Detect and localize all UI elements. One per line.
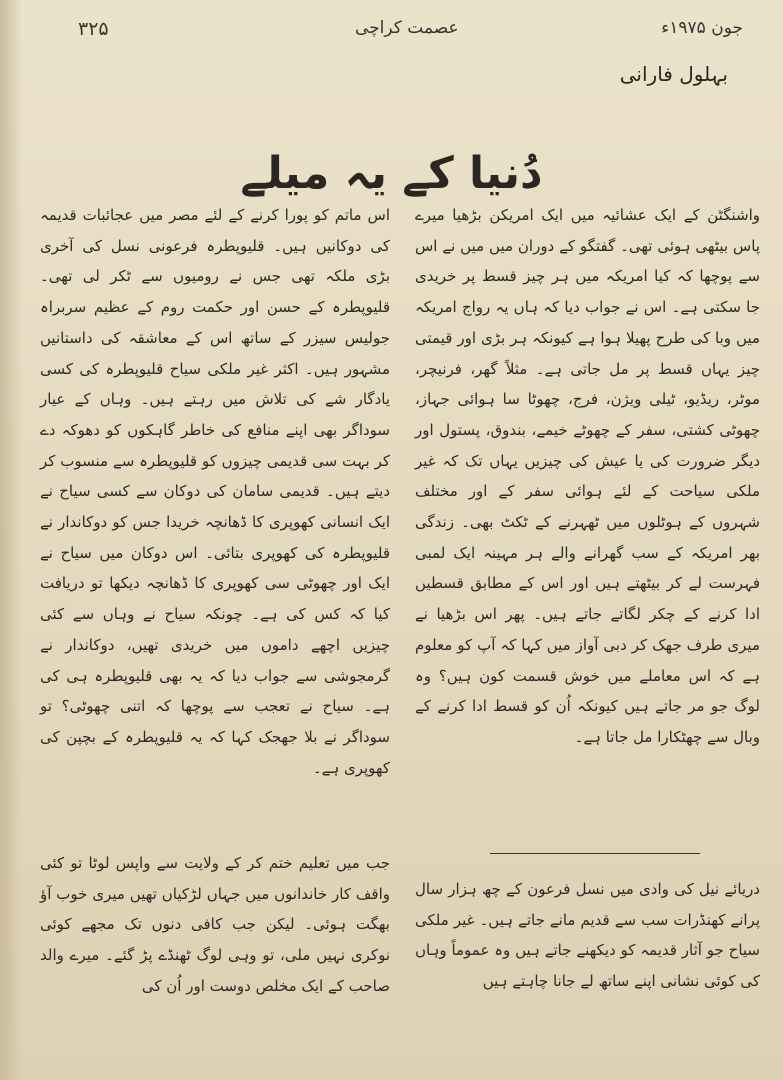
column-right-bottom bbox=[415, 874, 760, 997]
issue-date: جون ۱۹۷۵ء bbox=[661, 18, 743, 38]
column-left-bottom bbox=[40, 848, 390, 1002]
section-divider-right bbox=[490, 853, 700, 854]
magazine-name: عصمت کراچی bbox=[355, 18, 459, 38]
column-left-top bbox=[40, 200, 390, 783]
paragraph-nile-valley: دریائے نیل کی وادی میں نسل فرعون کے چھ ہزار سال پرانے کھنڈرات سب سے قدیم مانے جاتے ہیں۔ غیر ملکی سیاح جو آثار قدیمہ کو دیکھنے جاتے ہیں وہ عموماً وہاں کی کوئی نشانی اپنے ساتھ لے جانا چاہتے ہیں bbox=[415, 880, 760, 991]
page-number: ۳۲۵ bbox=[78, 18, 109, 40]
author-name: بہلول فارانی bbox=[619, 62, 728, 86]
paragraph-cleopatra: اس ماتم کو پورا کرنے کے لئے مصر میں عجائبات قدیمہ کی دوکانیں ہیں۔ قلیوپطرہ فرعونی نسل کی آخری بڑی ملکہ تھی جس نے رومیوں سے ٹکر لی تھی۔ قلیوپطرہ کے حسن اور حکمت روم کے عظیم سربراہ جولیس سیزر کے ساتھ اس کے معاشقہ کی داستانیں مشہور ہیں۔ اکثر غیر ملکی سیاح قلیوپطرہ کی کسی یادگار شے کی تلاش میں رہتے ہیں۔ وہاں کے عیار سوداگر بھی اپنے منافع کی خاطر گاہکوں کو دھوکہ دے کر بہت سی قدیمی چیزوں کو قلیوپطرہ سے منسوب کر دیتے ہیں۔ قدیمی سامان کی دوکان سے کسی سیاح نے ایک انسانی کھوپری کا ڈھانچہ خریدا جس کو دوکاندار نے قلیوپطرہ کی کھوپری بتائی۔ اس دوکان میں سیاح نے ایک اور چھوٹی سی کھوپری کا ڈھانچہ دیکھا تو دریافت کیا کہ کس کی ہے۔ چونکہ سیاح نے وہاں سے کئی چیزیں اچھے داموں میں خریدی تھیں، دوکاندار نے گرمجوشی سے جواب دیا کہ یہ بھی قلیوپطرہ ہی کی ہے۔ سیاح نے تعجب سے پوچھا کہ اتنی چھوٹی؟ تو سوداگر نے بلا جھجک کہا کہ یہ قلیوپطرہ کے بچپن کی کھوپری ہے۔ bbox=[40, 206, 390, 777]
article-title: دُنیا کے یہ میلے bbox=[240, 148, 543, 199]
column-right-top bbox=[415, 200, 760, 753]
paragraph-installments: واشنگٹن کے ایک عشائیہ میں ایک امریکن بڑھیا میرے پاس بیٹھی ہوئی تھی۔ گفتگو کے دوران میں میں نے اس سے پوچھا کہ کیا امریکہ میں ہر چیز قسط پر خریدی جا سکتی ہے۔ اس نے جواب دیا کہ ہاں یہ رواج امریکہ میں وبا کی طرح پھیلا ہوا ہے کیونکہ ہر بڑی اور قیمتی چیز یہاں قسط پر مل جاتی ہے۔ مثلاً گھر، فرنیچر، موٹر، ریڈیو، ٹیلی ویژن، فرج، چھوٹا سا ہوائی جہاز، چھوٹی کشتی، سفر کے چھوٹے خیمے، بندوق، پستول اور دیگر ضرورت کی یا عیش کی چیزیں یہاں تک کہ غیر ملکی سیاحت کے لئے ہوائی سفر کے اور مختلف شہروں کے ہوٹلوں میں ٹھہرنے کے ٹکٹ بھی۔ زندگی بھر امریکہ کے سب گھرانے والے ہر مہینہ ایک لمبی فہرست لے کر بیٹھتے ہیں اور اس کے مطابق قسطیں ادا کرنے کے چکر لگاتے جاتے ہیں۔ پھر اس بڑھیا نے میری طرف جھک کر دبی آواز میں کہا کہ آپ کو معلوم ہے کہ اس معاملے میں خوش قسمت کون ہیں؟ وہ لوگ جو مر جاتے ہیں کیونکہ اُن کو قسط ادا کرنے کے وبال سے چھٹکارا مل جاتا ہے۔ bbox=[415, 206, 760, 746]
paragraph-return-from-abroad: جب میں تعلیم ختم کر کے ولایت سے واپس لوٹا تو کئی واقف کار خاندانوں میں جہاں لڑکیاں تھیں میری خوب آؤ بھگت ہوئی۔ لیکن جب کافی دنوں تک مجھے کوئی نوکری نہیں ملی، تو وہی لوگ ٹھنڈے پڑ گئے۔ میرے والد صاحب کے ایک مخلص دوست اور اُن کی bbox=[40, 854, 390, 995]
